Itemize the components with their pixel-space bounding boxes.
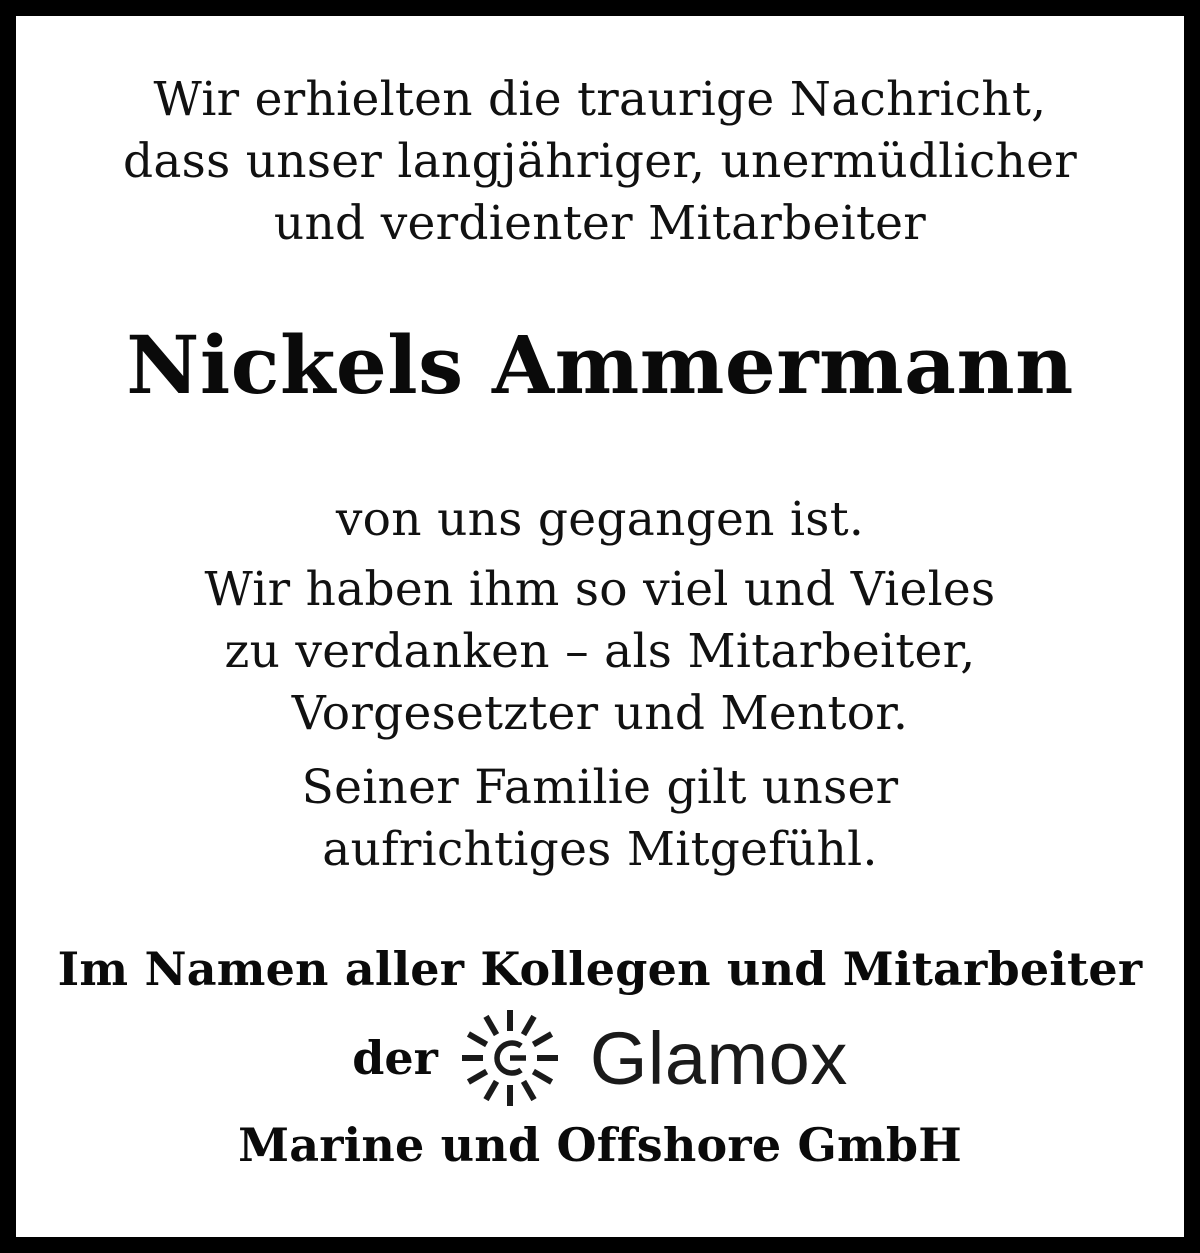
logo-ray [523,1016,534,1034]
signature-logo-row [0,1008,1200,1108]
logo-ray [486,1081,497,1099]
logo-ray [468,1072,486,1083]
signature-line-3: Marine und Offshore GmbH [238,1118,962,1172]
body-line-3: zu verdanken – als Mitarbeiter, [224,624,976,679]
logo-ray [486,1016,497,1034]
logo-ray [523,1081,534,1099]
intro-line-2: dass unser langjähriger, unermüdlicher [122,134,1078,189]
body-line-1: von uns gegangen ist. [335,492,865,547]
logo-ray [468,1034,486,1045]
body-line-4: Vorgesetzter und Mentor. [291,686,909,741]
signature-line-1: Im Namen aller Kollegen und Mitarbeiter [57,942,1143,996]
glamox-star-logo-icon [460,1008,560,1108]
intro-line-3: und verdienter Mitarbeiter [273,196,927,251]
deceased-name: Nickels Ammermann [126,318,1074,412]
glamox-logo-text: Glamox [589,1016,848,1100]
signature-der: der [352,1031,438,1085]
intro-line-1: Wir erhielten die traurige Nachricht, [153,72,1047,127]
logo-ray [533,1034,551,1045]
body-line-2: Wir haben ihm so viel und Vieles [204,562,996,617]
body-line-6: aufrichtiges Mitgefühl. [322,822,878,877]
body-line-5: Seiner Familie gilt unser [301,760,899,815]
logo-ray [533,1072,551,1083]
